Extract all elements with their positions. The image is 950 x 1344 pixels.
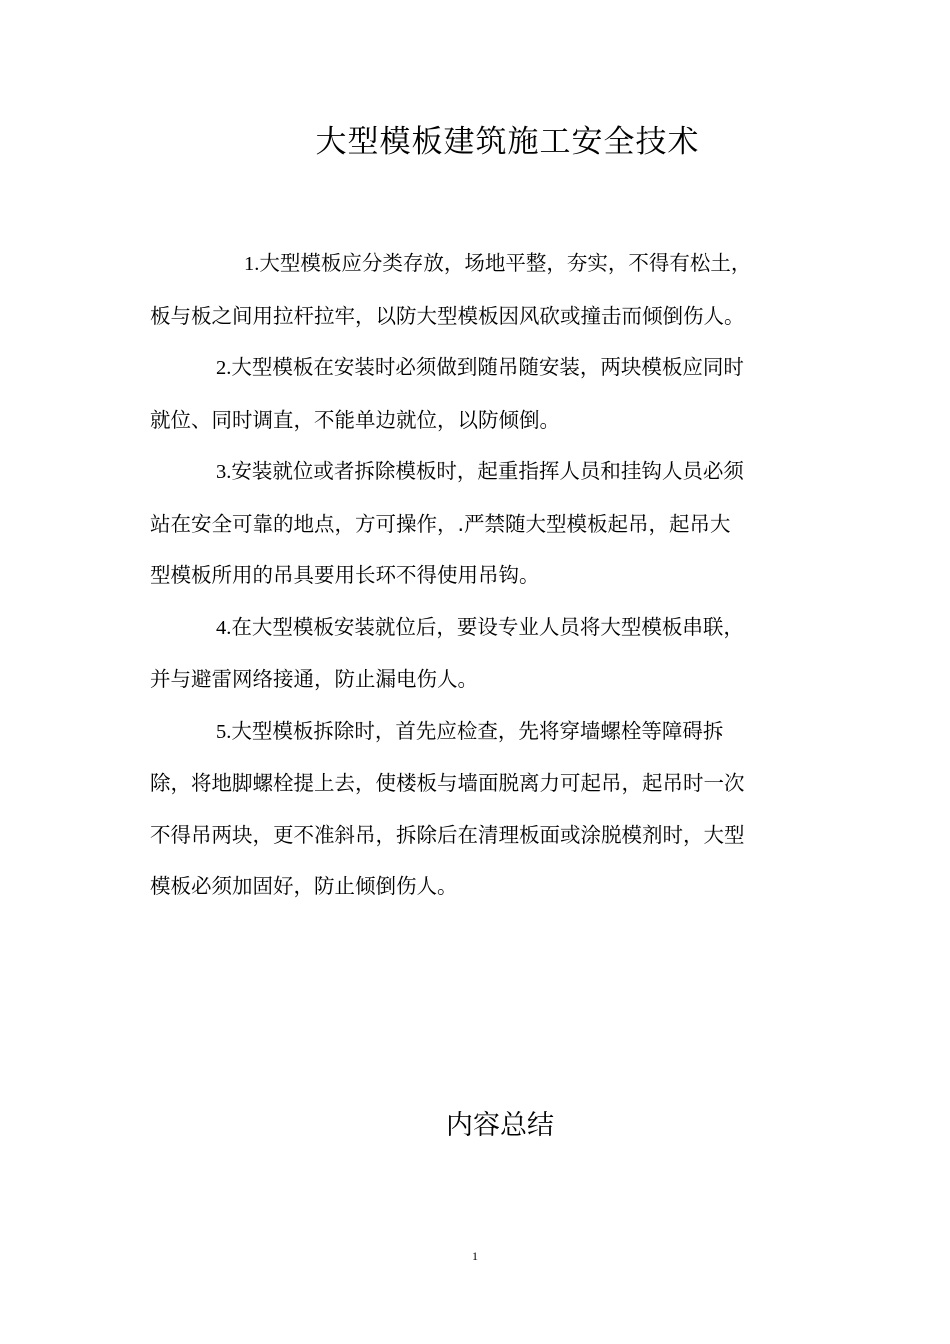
paragraph-text: 在大型模板安装就位后，要设专业人员将大型模板串联， 并与避雷网络接通，防止漏电伤人。 (150, 614, 744, 691)
paragraph-number: 5. (216, 720, 232, 743)
paragraph-4 (150, 602, 800, 706)
paragraph-number: 2. (216, 357, 232, 379)
document-title: 大型模板建筑施工安全技术 (315, 124, 700, 160)
paragraph-text: 安装就位或者拆除模板时，起重指挥人员和挂钩人员必须 站在安全可靠的地点，方可操作，.严禁随大型模板起吊，起吊大 型模板所用的吊具要用长环不得使用吊钩。 (150, 459, 744, 587)
paragraph-1 (150, 238, 800, 342)
paragraph-number: 4. (216, 616, 232, 639)
summary-heading: 内容总结 (446, 1110, 554, 1141)
paragraph-2 (150, 342, 800, 446)
paragraph-text: 大型模板应分类存放，场地平整，夯实，不得有松土， 板与板之间用拉杆拉牢，以防大型模板因风砍或撞击而倾倒伤人。 (150, 251, 752, 328)
paragraph-text: 大型模板在安装时必须做到随吊随安装，两块模板应同时 就位、同时调直，不能单边就位，以防倾倒。 (150, 355, 744, 432)
paragraph-text: 大型模板拆除时，首先应检查，先将穿墙螺栓等障碍拆 除，将地脚螺栓提上去，使楼板与墙面脱离力可起吊，起吊时一次 不得吊两块，更不准斜吊，拆除后在清理板面或涂脱模剂时，大型 模板必须加固好，防止倾倒伤人。 (150, 718, 745, 898)
paragraph-number: 1. (244, 253, 260, 275)
page-number: 1 (472, 1249, 478, 1263)
paragraph-5 (150, 706, 800, 913)
paragraph-number: 3. (216, 461, 232, 483)
paragraph-3 (150, 446, 800, 602)
document-body (150, 238, 800, 913)
